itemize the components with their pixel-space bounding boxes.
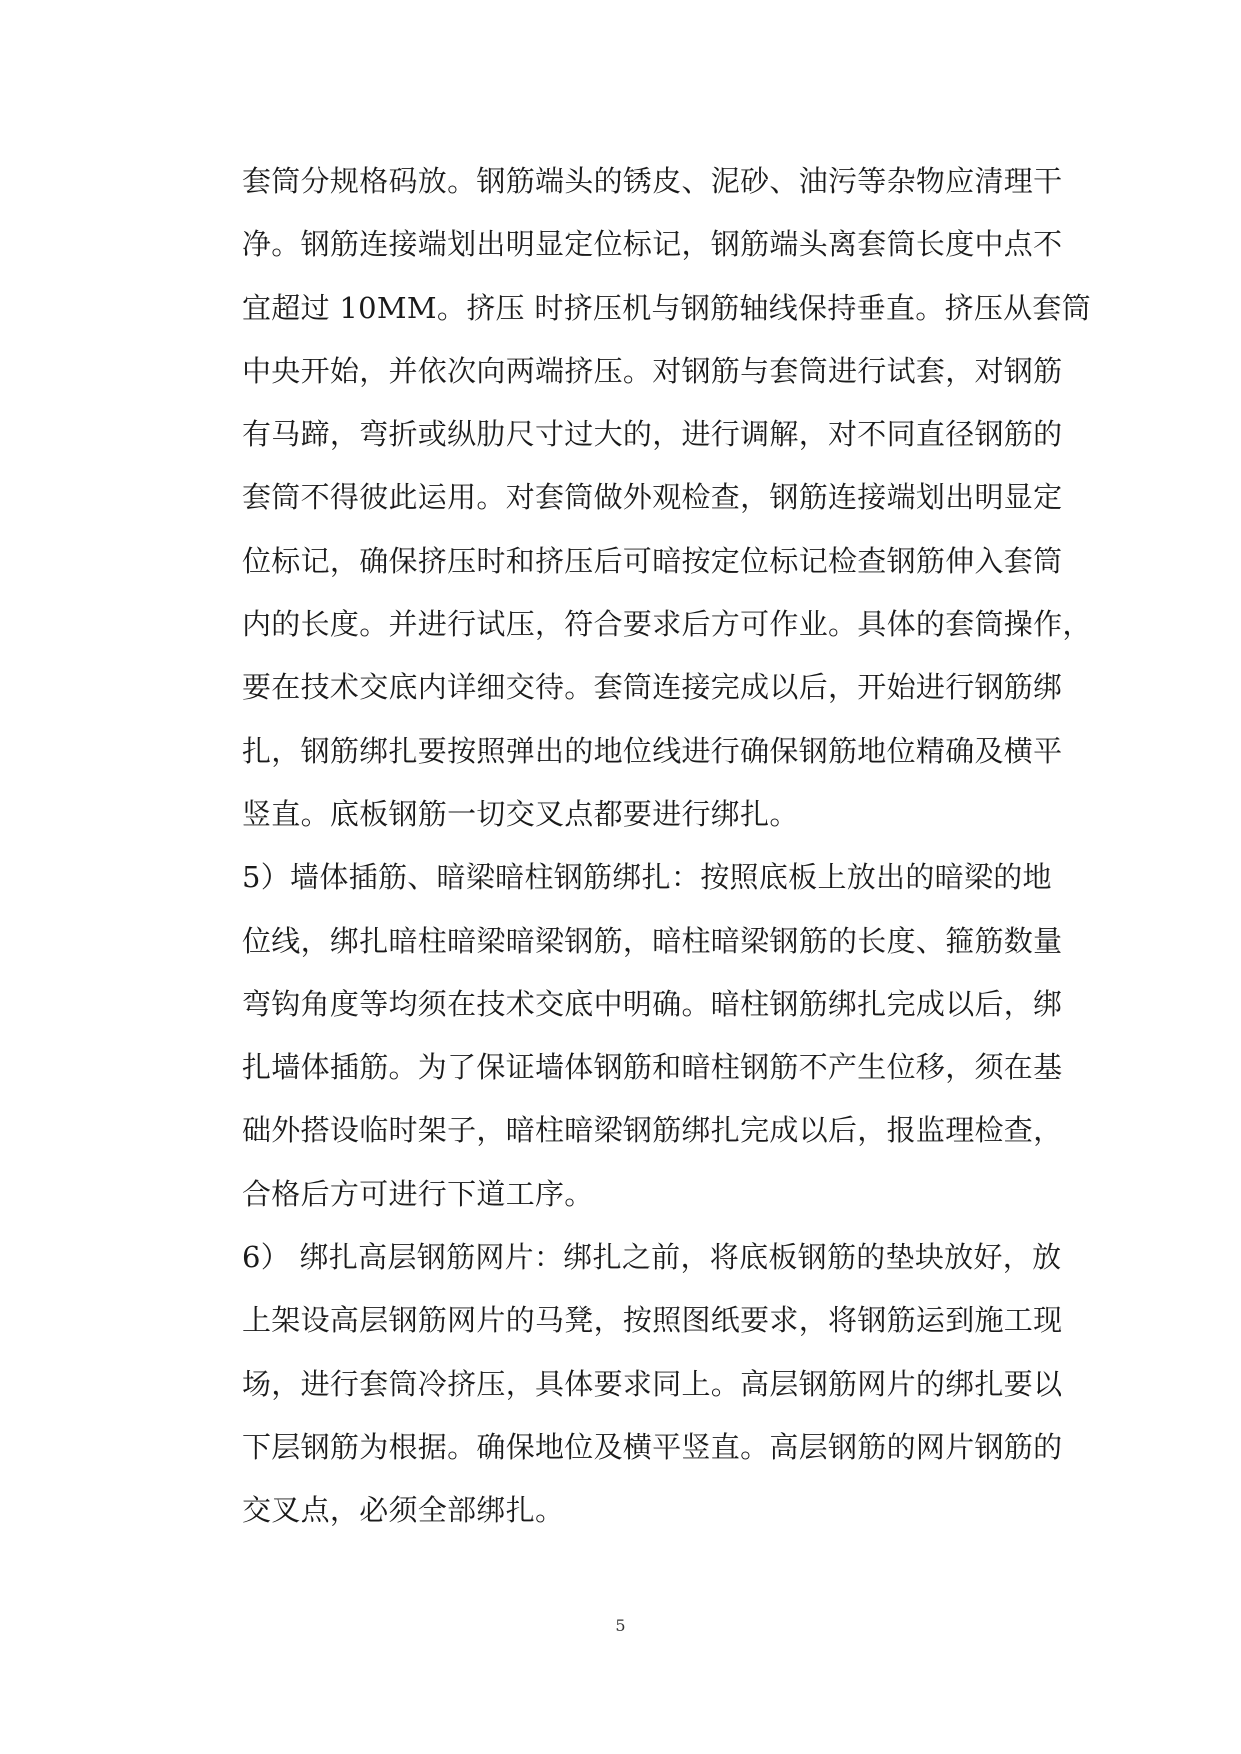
text-line: 场，进行套筒冷挤压，具体要求同上。高层钢筋网片的绑扎要以	[242, 1366, 1063, 1401]
text-line: 合格后方可进行下道工序。	[242, 1176, 594, 1211]
text-line: 5）墙体插筋、暗梁暗柱钢筋绑扎：按照底板上放出的暗梁的地	[242, 860, 1052, 895]
text-line: 础外搭设临时架子，暗柱暗梁钢筋绑扎完成以后，报监理检查，	[242, 1113, 1063, 1148]
text-line: 竖直。底板钢筋一切交叉点都要进行绑扎。	[242, 796, 799, 831]
text-line: 内的长度。并进行试压，符合要求后方可作业。具体的套筒操作，	[242, 607, 1092, 642]
text-line: 交叉点，必须全部绑扎。	[242, 1493, 565, 1528]
text-line: 套筒分规格码放。钢筋端头的锈皮、泥砂、油污等杂物应清理干	[242, 164, 1063, 198]
text-line: 扎，钢筋绑扎要按照弹出的地位线进行确保钢筋地位精确及横平	[242, 733, 1063, 768]
text-line: 要在技术交底内详细交待。套筒连接完成以后，开始进行钢筋绑	[242, 670, 1063, 705]
text-line: 弯钩角度等均须在技术交底中明确。暗柱钢筋绑扎完成以后，绑	[242, 986, 1063, 1021]
text-line: 宜超过 10MM。挤压 时挤压机与钢筋轴线保持垂直。挤压从套筒	[242, 290, 1092, 325]
text-line: 扎墙体插筋。为了保证墙体钢筋和暗柱钢筋不产生位移，须在基	[242, 1050, 1063, 1085]
text-line: 套筒不得彼此运用。对套筒做外观检查，钢筋连接端划出明显定	[242, 480, 1063, 515]
text-line: 中央开始，并依次向两端挤压。对钢筋与套筒进行试套，对钢筋	[242, 353, 1063, 388]
text-line: 6） 绑扎高层钢筋网片：绑扎之前，将底板钢筋的垫块放好，放	[242, 1240, 1062, 1275]
page-number: 5	[615, 1616, 626, 1635]
text-line: 上架设高层钢筋网片的马凳，按照图纸要求，将钢筋运到施工现	[242, 1303, 1063, 1338]
body-text	[242, 150, 1092, 1543]
text-line: 位标记，确保挤压时和挤压后可暗按定位标记检查钢筋伸入套筒	[242, 543, 1063, 578]
text-line: 位线，绑扎暗柱暗梁暗梁钢筋，暗柱暗梁钢筋的长度、箍筋数量	[242, 923, 1063, 958]
text-line: 净。钢筋连接端划出明显定位标记，钢筋端头离套筒长度中点不	[242, 227, 1063, 262]
text-line: 下层钢筋为根据。确保地位及横平竖直。高层钢筋的网片钢筋的	[242, 1429, 1063, 1464]
text-line: 有马蹄，弯折或纵肋尺寸过大的，进行调解，对不同直径钢筋的	[242, 417, 1063, 452]
